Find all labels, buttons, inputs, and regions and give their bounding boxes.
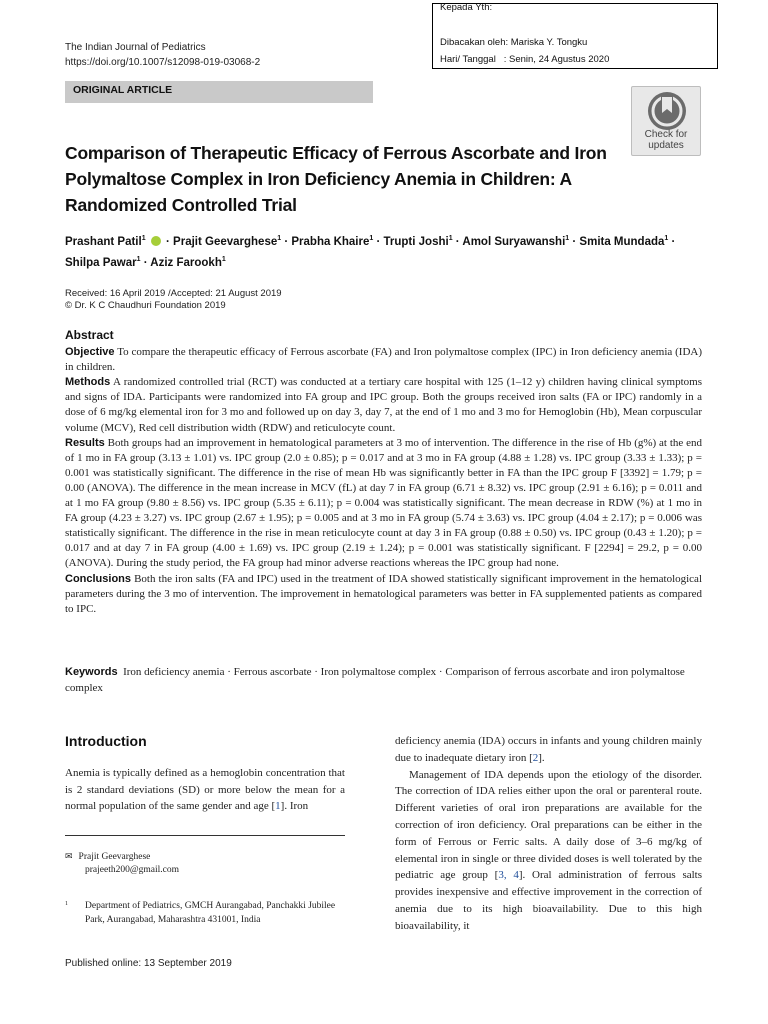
abstract-methods: [65, 375, 702, 435]
badge-line-2: updates: [648, 140, 684, 151]
article-title: Comparison of Therapeutic Efficacy of Ferrous Ascorbate and Iron Polymaltose Complex in Iron Deficiency Anemia in Children: A Randomized Controlled Trial: [65, 143, 607, 215]
keywords-section: [65, 664, 702, 696]
article-dates: [65, 288, 282, 312]
correspondence-note: [65, 850, 179, 877]
abstract-conclusions: [65, 572, 702, 617]
journal-doi-link[interactable]: https://doi.org/10.1007/s12098-019-03068-2: [65, 57, 261, 68]
author-affiliation-mark: 1: [664, 235, 669, 242]
intro-text: ]. Oral administration of ferrous salts provides inexpensive and effective improvement in the correction of anemia due to its high bioavailability. Due to this high bioavailability, it: [395, 869, 703, 932]
keywords-label: Keywords: [65, 666, 118, 678]
section-label: ORIGINAL ARTICLE: [65, 81, 373, 103]
journal-header: [65, 40, 260, 70]
affiliation-note: [65, 900, 355, 927]
citation-link[interactable]: 1: [275, 800, 281, 812]
published-online-date: Published online: 13 September 2019: [65, 958, 232, 969]
reading-stamp-box: [432, 3, 718, 69]
author-name[interactable]: Aziz Farookh: [150, 256, 222, 269]
intro-text: ]. Iron: [280, 800, 309, 812]
corresponding-author-name: Prajit Geevarghese: [78, 852, 151, 862]
conclusions-text: Both the iron salts (FA and IPC) used in the treatment of IDA showed statistically significant improvement in the hematological parameters during the 3 mo of intervention. The improvement in hematological parameters was better in FA supplemented patients as compared to IPC.: [65, 572, 702, 615]
intro-text: ].: [538, 751, 545, 764]
envelope-icon: ✉: [65, 851, 73, 861]
conclusions-label: Conclusions: [65, 572, 132, 585]
author-affiliation-mark: 1: [136, 255, 141, 263]
author-name[interactable]: Prabha Khaire: [291, 235, 370, 248]
author-affiliation-mark: 1: [369, 235, 374, 242]
intro-text: Management of IDA depends upon the etiology of the disorder. The correction of IDA relies either upon the oral or parenteral route. Different varieties of oral iron preparations are available for the correction of iron deficiency. Oral preparations can be either in the form of Ferrous or Ferric salts. A daily dose of 3–6 mg/kg of elemental iron in single or three divided doses is well tolerated by the pediatric age group [: [395, 768, 702, 882]
abstract-objective: [65, 345, 702, 375]
author-affiliation-mark: 1: [448, 235, 453, 242]
intro-left-column: [65, 765, 345, 815]
intro-text: Anemia is typically defined as a hemoglobin concentration that is 2 standard deviations (SD) or more below the mean for a normal population of the same gender and age [: [65, 767, 345, 812]
journal-name: The Indian Journal of Pediatrics: [65, 42, 206, 53]
author-name[interactable]: Amol Suryawanshi: [462, 235, 566, 248]
author-list: Prashant Patil$^1$ · Prajit Geevarghese$^1$ · Prabha Khaire$^1$ · Trupti Joshi$^1$ · Amol Suryawanshi$^1$ · Smita Mundada$^1$ · Shilpa Pawar$^1$ · Aziz Farookh$^1$: [65, 235, 676, 269]
introduction-heading: Introduction: [65, 733, 147, 749]
received-accepted-dates: Received: 16 April 2019 /Accepted: 21 August 2019: [65, 288, 282, 299]
badge-line-1: Check for: [644, 129, 688, 140]
orcid-icon[interactable]: [151, 236, 161, 246]
stamp-line-date: Hari/ Tanggal : Senin, 24 Agustus 2020: [440, 54, 610, 65]
results-label: Results: [65, 436, 105, 449]
citation-link[interactable]: 3, 4: [498, 869, 519, 882]
copyright-line: © Dr. K C Chaudhuri Foundation 2019: [65, 300, 226, 311]
corresponding-author-email[interactable]: prajeeth200@gmail.com: [85, 865, 179, 875]
results-text: Both groups had an improvement in hematological parameters at 3 mo of intervention. The difference in the rise of Hb (g%) at the end of 1 mo in FA group (3.13 ± 1.01) vs. IPC group (2.0 ± 0.85); p = 0.017 and at 3 mo in FA group (4.88 ± 1.28) vs. IPC group (3.33 ± 1.33); p = 0.001 was statistically significant. The difference in the rise of mean Hb was significantly better in FA than the IPC group F [3392] = 1.79; p = 0.00 (ANOVA). The difference in the mean increase in MCV (fL) at day 7 in FA group (6.71 ± 8.32) vs. IPC group (2.91 ± 6.16); p = 0.011 and at 1 mo FA group (9.80 ± 8.56) vs. IPC group (5.35 ± 6.11); p = 0.004 was statistically significant. The mean decrease in RDW (%) at 1 mo in FA group (4.23 ± 3.27) vs. IPC group (2.67 ± 1.95); p = 0.005 and at 3 mo in FA group (5.74 ± 3.63) vs. IPC group (4.04 ± 2.17); p = 0.006 was statistically significant. The difference in the rise in mean reticulocyte count at day 3 in FA group (0.88 ± 0.50) vs. IPC group (0.43 ± 1.20); p = 0.017 and at day 7 in FA group (4.00 ± 1.69) vs. IPC group (2.19 ± 1.24); p = 0.001 was statistically significant. F [2294] = 29.2, p = 0.00 (ANOVA). During the study period, the FA group had minor adverse reactions whereas the IPC group had none.: [65, 436, 703, 570]
author-name[interactable]: Trupti Joshi: [383, 235, 449, 248]
author-affiliation-mark: 1: [565, 235, 570, 242]
author-name[interactable]: Shilpa Pawar: [65, 256, 137, 269]
author-affiliation-mark: 1: [141, 235, 146, 242]
methods-text: A randomized controlled trial (RCT) was conducted at a tertiary care hospital with 125 (1–12 y) children having clinical symptoms and signs of IDA. Participants were randomized into FA group and IPC group. Both the groups received iron salts (FA or IPC) randomly in a dose of 6 mg/kg elemental iron for 3 mo and followed up on day 3, day 7, at the end of 1 mo and 3 mo for Hemoglobin (Hb), Mean corpuscular volume (MCV), Red cell distribution width (RDW) and reticulocyte count.: [65, 376, 702, 434]
methods-label: Methods: [65, 376, 111, 389]
author-affiliation-mark: 1: [277, 235, 282, 242]
author-name[interactable]: Prajit Geevarghese: [173, 235, 278, 248]
intro-paragraph: [395, 733, 702, 767]
affiliation-text: Department of Pediatrics, GMCH Aurangabad, Panchakki Jubilee Park, Aurangabad, Maharashtra 431001, India: [85, 901, 336, 925]
intro-right-column: [395, 733, 702, 935]
stamp-line-recipient: Kepada Yth:: [440, 2, 493, 13]
crossmark-icon: [647, 91, 687, 131]
stamp-line-reader: Dibacakan oleh: Mariska Y. Tongku: [440, 37, 588, 48]
citation-link[interactable]: 2: [532, 751, 539, 764]
affiliation-number: 1: [65, 901, 68, 907]
author-name[interactable]: Smita Mundada: [579, 235, 665, 248]
intro-text: deficiency anemia (IDA) occurs in infants and young children mainly due to inadequate dietary iron [: [395, 735, 702, 764]
abstract-results: [65, 436, 702, 572]
objective-text: To compare the therapeutic efficacy of Ferrous ascorbate (FA) and Iron polymaltose complex (IPC) in Iron deficiency anemia (IDA) in children.: [65, 346, 702, 374]
abstract-heading: Abstract: [65, 328, 114, 342]
abstract-section: [65, 328, 702, 617]
intro-paragraph: [395, 767, 702, 935]
objective-label: Objective: [65, 346, 115, 359]
author-affiliation-mark: 1: [221, 255, 226, 263]
author-name[interactable]: Prashant Patil: [65, 235, 142, 248]
footnote-divider: [65, 835, 345, 836]
keywords-text: Iron deficiency anemia · Ferrous ascorbate · Iron polymaltose complex · Comparison of ferrous ascorbate and iron polymaltose complex: [65, 666, 685, 694]
